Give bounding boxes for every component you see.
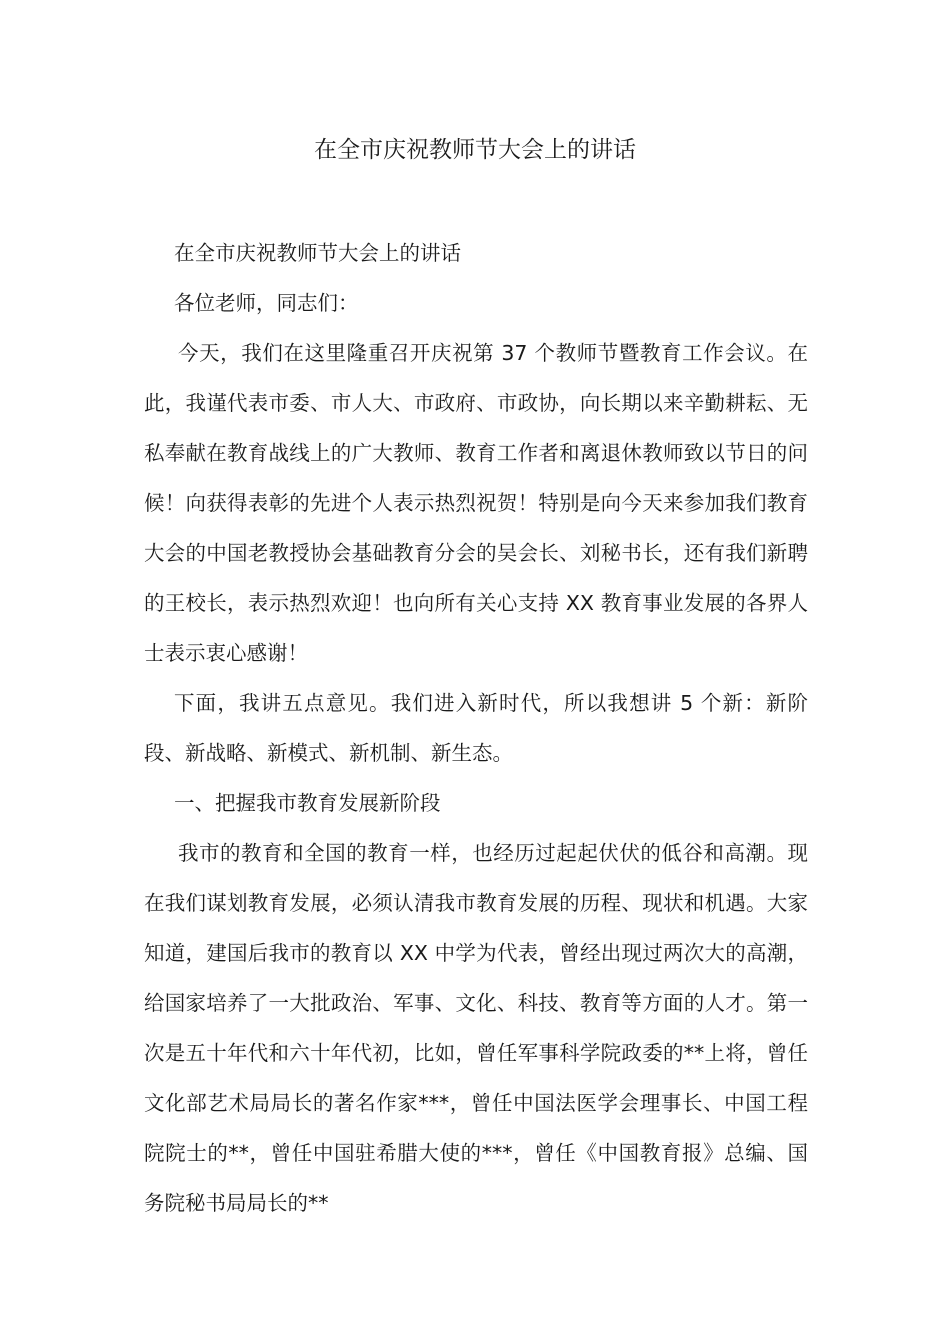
paragraph-salutation: 各位老师，同志们： bbox=[174, 291, 359, 315]
paragraph-outline: 下面，我讲五点意见。我们进入新时代，所以我想讲 5 个新：新阶段、新战略、新模式、新机制、新生态。 bbox=[144, 691, 808, 765]
paragraph-opening: 今天，我们在这里隆重召开庆祝第 37 个教师节暨教育工作会议。在此，我谨代表市委、市人大、市政府、市政协，向长期以来辛勤耕耘、无私奉献在教育战线上的广大教师、教育工作者和离退休教师致以节日的问候！向获得表彰的先进个人表示热烈祝贺！特别是向今天来参加我们教育大会的中国老教授协会基础教育分会的吴会长、刘秘书长，还有我们新聘的王校长，表示热烈欢迎！也向所有关心支持 XX 教育事业发展的各界人士表示衷心感谢！ bbox=[144, 341, 808, 665]
paragraph-history: 我市的教育和全国的教育一样，也经历过起起伏伏的低谷和高潮。现在我们谋划教育发展，必须认清我市教育发展的历程、现状和机遇。大家知道，建国后我市的教育以 XX 中学为代表，曾经出现过两次大的高潮，给国家培养了一大批政治、军事、文化、科技、教育等方面的人才。第一次是五十年代和六十年代初，比如，曾任军事科学院政委的**上将，曾任文化部艺术局局长的著名作家***，曾任中国法医学会理事长、中国工程院院士的**，曾任中国驻希腊大使的***，曾任《中国教育报》总编、国务院秘书局局长的** bbox=[144, 841, 808, 1215]
paragraph-subtitle: 在全市庆祝教师节大会上的讲话 bbox=[174, 241, 461, 265]
document-body bbox=[144, 228, 808, 1228]
document-title: 在全市庆祝教师节大会上的讲话 bbox=[314, 137, 636, 163]
section-heading-1: 一、把握我市教育发展新阶段 bbox=[174, 791, 441, 815]
